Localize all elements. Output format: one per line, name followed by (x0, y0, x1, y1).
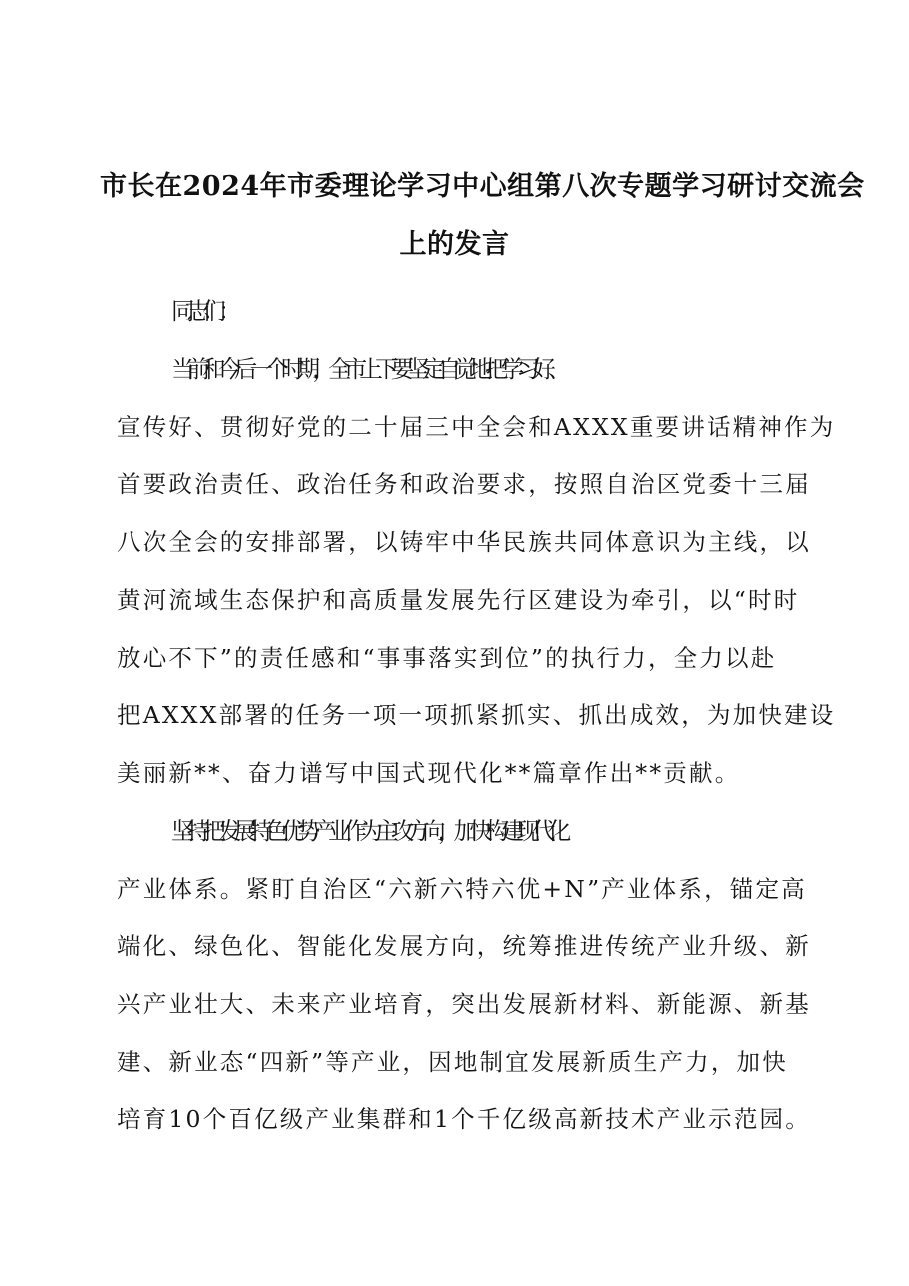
salutation: 同志们： (171, 297, 234, 325)
paragraph-2-line-1: 坚持把发展特色优势产业作为主攻方向，加快构建现代化 (171, 817, 564, 845)
paragraph-2-line-6: 培育10个百亿级产业集群和1个千亿级高新技术产业示范园。 (117, 1105, 811, 1133)
paragraph-2-line-3: 端化、绿色化、智能化发展方向，统筹推进传统产业升级、新 (117, 932, 811, 960)
paragraph-2-line-2: 产业体系。紧盯自治区“六新六特六优+N”产业体系，锚定高 (117, 875, 807, 903)
document-title-line-1: 市长在2024年市委理论学习中心组第八次专题学习研讨交流会 (100, 171, 865, 202)
paragraph-1-line-5: 黄河流域生态保护和高质量发展先行区建设为牵引，以“时时 (117, 586, 800, 614)
paragraph-1-line-8: 美丽新**、奋力谱写中国式现代化**篇章作出**贡献。 (117, 759, 741, 787)
paragraph-1-line-6: 放心不下”的责任感和“事事落实到位”的执行力，全力以赴 (117, 644, 777, 672)
paragraph-2-line-5: 建、新业态“四新”等产业，因地制宜发展新质生产力，加快 (117, 1048, 788, 1076)
paragraph-1-line-4: 八次全会的安排部署，以铸牢中华民族共同体意识为主线，以 (117, 528, 811, 556)
paragraph-1-line-3: 首要政治责任、政治任务和政治要求，按照自治区党委十三届 (117, 470, 811, 498)
paragraph-1-line-1: 当前和今后一个时期，全市上下要坚定自觉地把学习好、 (171, 355, 564, 383)
paragraph-1-line-2: 宣传好、贯彻好党的二十届三中全会和AXXX重要讲话精神作为 (117, 413, 836, 441)
paragraph-2-line-4: 兴产业壮大、未来产业培育，突出发展新材料、新能源、新基 (117, 990, 811, 1018)
document-title-line-2: 上的发言 (399, 229, 510, 260)
paragraph-1-line-7: 把AXXX部署的任务一项一项抓紧抓实、抓出成效，为加快建设 (117, 701, 836, 729)
